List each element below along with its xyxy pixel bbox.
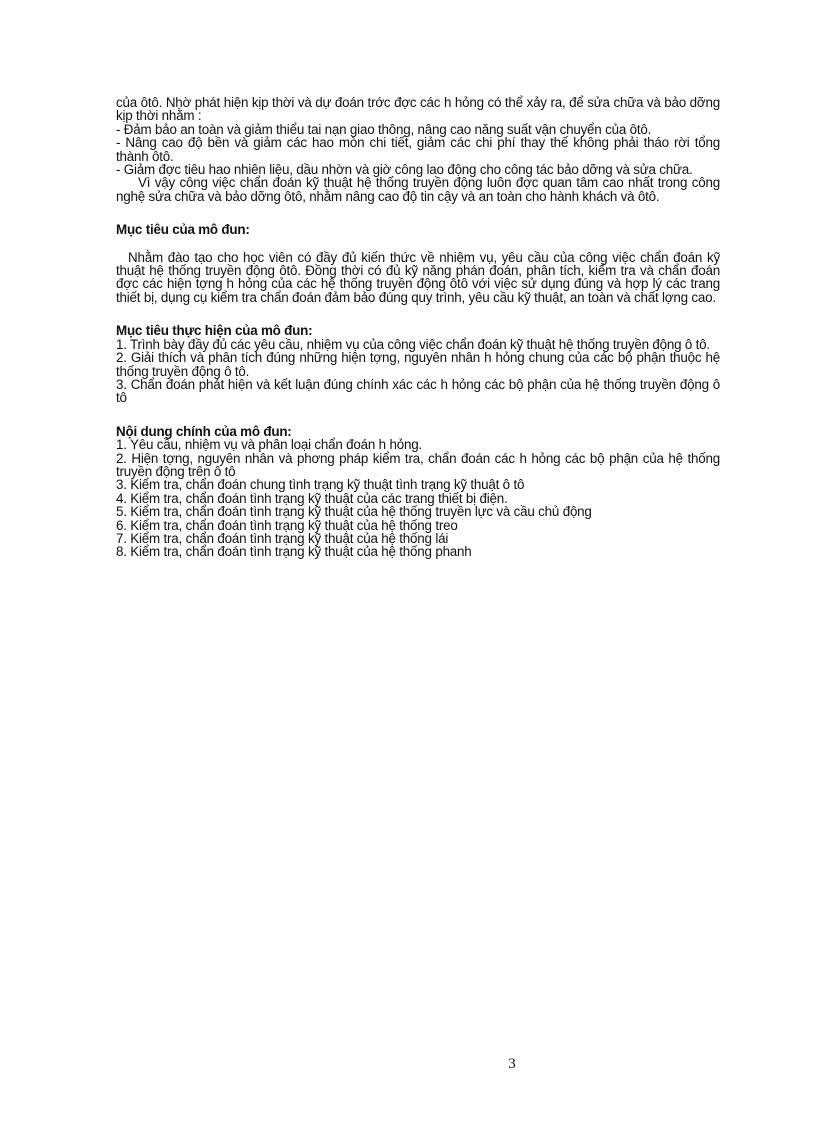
main-content-item: 8. Kiểm tra, chẩn đoán tình trạng kỹ thuật của hệ thống phanh (116, 544, 472, 560)
performance-objective-item: 3. Chẩn đoán phát hiện và kết luận đúng chính xác các h hỏng các bộ phận của hệ thống truyền động ô tô (116, 376, 720, 406)
performance-objective-item: 2. Giải thích và phân tích đúng những hiện tợng, nguyên nhân h hỏng chung của các bộ phận thuộc hệ thống truyền động ô tô. (116, 350, 720, 379)
spacer (116, 405, 720, 425)
intro-conclusion: Vì vậy công việc chẩn đoán kỹ thuật hệ thống truyền động luôn đợc quan tâm cao nhất trong công nghệ sửa chữa và bảo dỡng ôtô, nhằm nâng cao độ tin cậy và an toàn cho hành khách và ôtô. (116, 175, 720, 204)
main-content-item: 7. Kiểm tra, chẩn đoán tình trạng kỹ thuật của hệ thống lái (116, 530, 449, 546)
page-number: 3 (508, 1056, 516, 1072)
main-content-item: 5. Kiểm tra, chẩn đoán tình trạng kỹ thuật của hệ thống truyền lực và cầu chủ động (116, 504, 592, 520)
spacer (116, 237, 720, 251)
main-content-item: 3. Kiểm tra, chẩn đoán chung tình trạng kỹ thuật tình trạng kỹ thuật ô tô (116, 477, 525, 493)
spacer (116, 203, 720, 223)
main-content-item: 6. Kiểm tra, chẩn đoán tình trạng kỹ thuật của hệ thống treo (116, 517, 458, 533)
intro-bullet-durability: - Nâng cao độ bền và giảm các hao mòn chi tiết, giảm các chi phí thay thế không phải tháo rời tổng thành ôtô. (116, 135, 720, 164)
main-content-item: 2. Hiện tợng, nguyên nhân và phơng pháp kiểm tra, chẩn đoán các h hỏng các bộ phận của hệ thống truyền động trên ô tô (116, 450, 720, 479)
intro-paragraph: của ôtô. Nhờ phát hiện kịp thời và dự đoán trớc đợc các h hỏng có thể xảy ra, để sửa chữa và bảo dỡng kịp thời nhằm : (116, 95, 720, 124)
main-content-item: 4. Kiểm tra, chẩn đoán tình trạng kỹ thuật của các trang thiết bị điện. (116, 490, 508, 506)
intro-bullet-fuel: - Giảm đợc tiêu hao nhiên liệu, dầu nhờn và giờ công lao động cho công tác bảo dỡng và sửa chữa. (116, 162, 693, 178)
module-objectives-heading: Mục tiêu của mô đun: (116, 222, 250, 238)
page-content (116, 96, 720, 559)
module-objectives-body: Nhằm đào tạo cho học viên có đầy đủ kiến thức về nhiệm vụ, yêu cầu của công việc chẩn đoán kỹ thuật hệ thống truyền động ôtô. Đồng thời có đủ kỹ năng phán đoán, phân tích, kiểm tra và chẩn đoán đợc các hiện tợng h hỏng của các hệ thống truyền động ôtô với việc sử dụng đúng và hợp lý các trang thiết bị, dụng cụ kiểm tra chẩn đoán đảm bảo đúng quy trình, yêu cầu kỹ thuật, an toàn và chất lợng cao. (116, 249, 720, 305)
performance-objective-item: 1. Trình bày đầy đủ các yêu cầu, nhiệm vụ của công việc chẩn đoán kỹ thuật hệ thống truyền động ô tô. (116, 336, 710, 352)
main-content-item: 1. Yêu cầu, nhiệm vụ và phân loại chẩn đoán h hỏng. (116, 437, 422, 453)
performance-objectives-heading: Mục tiêu thực hiện của mô đun: (116, 323, 313, 339)
main-content-heading: Nội dung chính của mô đun: (116, 423, 292, 439)
spacer (116, 304, 720, 324)
intro-bullet-safety: - Đảm bảo an toàn và giảm thiểu tai nạn giao thông, nâng cao năng suất vận chuyển của ôtô. (116, 121, 652, 137)
